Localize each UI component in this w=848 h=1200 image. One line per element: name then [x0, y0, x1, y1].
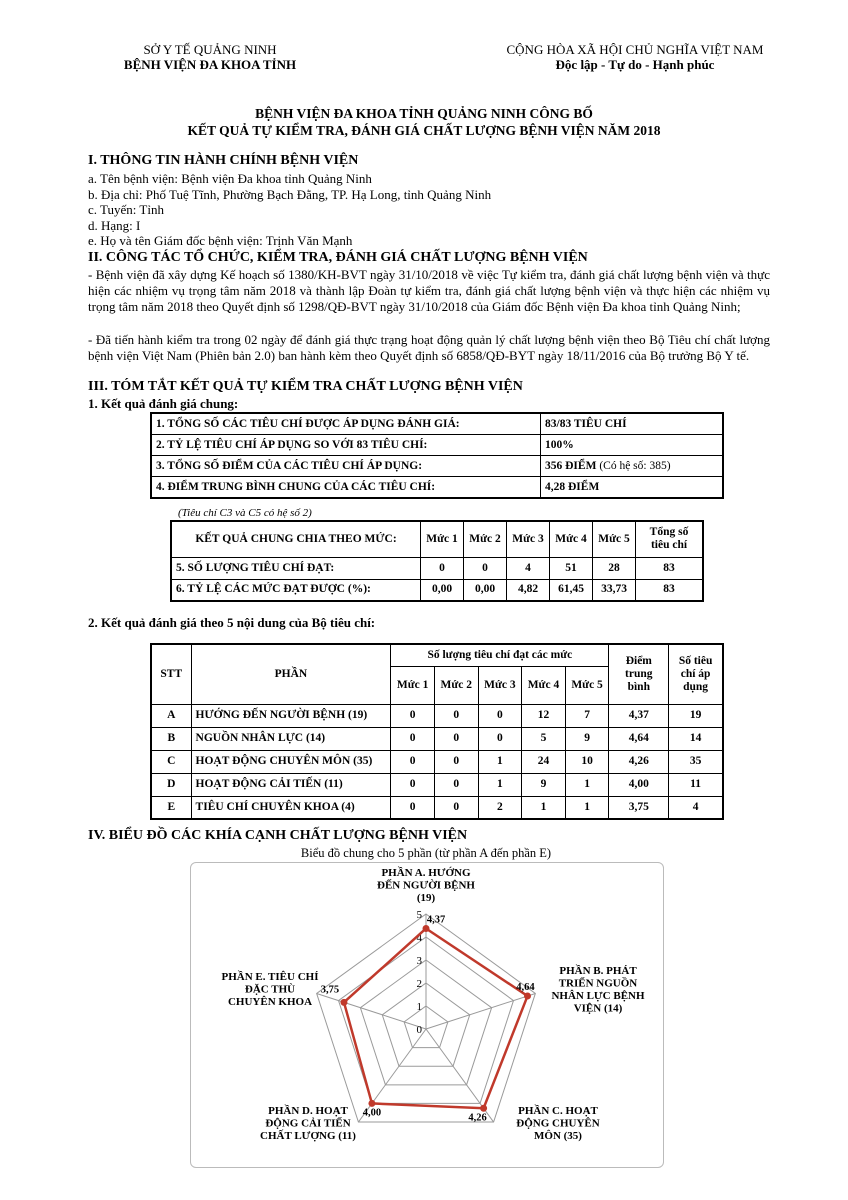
level-column-header: Mức 1 — [421, 521, 464, 557]
axis-label-line: MÔN (35) — [534, 1130, 582, 1142]
general-result-subheading: 1. Kết quả đánh giá chung: — [88, 396, 239, 411]
admin-info-item: a. Tên bệnh viện: Bệnh viện Đa khoa tỉnh Quảng Ninh — [88, 171, 372, 186]
cell: 61,45 — [550, 579, 593, 601]
levels-table — [170, 520, 704, 602]
axis-label-line: ĐỘNG CHUYÊN — [516, 1117, 600, 1130]
cell: 0 — [421, 557, 464, 579]
cell: D — [151, 773, 191, 796]
table-row — [151, 750, 723, 773]
tick-label: 1 — [416, 1001, 422, 1013]
summary-label: 1. TỔNG SỐ CÁC TIÊU CHÍ ĐƯỢC ÁP DỤNG ĐÁNH GIÁ: — [151, 413, 541, 435]
cell: 0 — [391, 750, 435, 773]
data-point — [340, 999, 347, 1006]
cell: 5 — [522, 727, 566, 750]
data-point — [423, 925, 430, 932]
cell: 4,26 — [609, 750, 669, 773]
cell: 0 — [391, 704, 435, 727]
cell: 51 — [550, 557, 593, 579]
cell: E — [151, 796, 191, 819]
cell: 19 — [669, 704, 723, 727]
tick-label: 4 — [416, 932, 422, 944]
data-label: 3,75 — [320, 984, 340, 996]
cell: 0 — [391, 796, 435, 819]
parts-table — [150, 643, 724, 820]
data-label: 4,37 — [426, 914, 446, 926]
summary-value: 356 ĐIỂM (Có hệ số: 385) — [541, 456, 724, 477]
table-row — [171, 557, 703, 579]
cell: 0,00 — [464, 579, 507, 601]
axis-label — [222, 970, 319, 1008]
national-header — [470, 42, 800, 72]
section-2-heading: II. CÔNG TÁC TỔ CHỨC, KIỂM TRA, ĐÁNH GIÁ CHẤT LƯỢNG BỆNH VIỆN — [88, 250, 588, 265]
table-row — [151, 435, 723, 456]
level-column-header: Mức 3 — [478, 666, 522, 704]
cell: 28 — [593, 557, 636, 579]
series-line — [344, 928, 528, 1108]
cell: 24 — [522, 750, 566, 773]
summary-value: 100% — [541, 435, 724, 456]
data-point — [524, 993, 531, 1000]
levels-header-label: KẾT QUẢ CHUNG CHIA THEO MỨC: — [171, 521, 421, 557]
section-2-paragraph-2: - Đã tiến hành kiểm tra trong 02 ngày để đánh giá thực trạng hoạt động quản lý chất lượng bệnh viện theo Bộ Tiêu chí chất lượng bệnh viện Việt Nam (Phiên bản 2.0) ban hành kèm theo Quyết định số 6858/QĐ-BYT ngày 18/11/2016 của Bộ trưởng Bộ Y tế. — [88, 332, 770, 363]
admin-info-item: c. Tuyến: Tỉnh — [88, 202, 164, 217]
title-line-1: BỆNH VIỆN ĐA KHOA TỈNH QUẢNG NINH CÔNG BỐ — [255, 106, 593, 121]
cell: A — [151, 704, 191, 727]
radar-chart — [190, 862, 662, 1166]
table-row — [151, 413, 723, 435]
cell: 4,82 — [507, 579, 550, 601]
section-3-heading: III. TÓM TẮT KẾT QUẢ TỰ KIỂM TRA CHẤT LƯỢNG BỆNH VIỆN — [88, 379, 523, 394]
table-row — [151, 773, 723, 796]
data-label: 4,64 — [516, 982, 535, 994]
axis-label — [551, 964, 645, 1015]
cell: 33,73 — [593, 579, 636, 601]
summary-label: 2. TỶ LỆ TIÊU CHÍ ÁP DỤNG SO VỚI 83 TIÊU CHÍ: — [151, 435, 541, 456]
cell: 0 — [434, 704, 478, 727]
data-label: 4,00 — [362, 1107, 382, 1119]
summary-value: 4,28 ĐIỂM — [541, 477, 724, 499]
axis-label-line: VIỆN (14) — [573, 1002, 623, 1015]
part-name: HOẠT ĐỘNG CHUYÊN MÔN (35) — [191, 750, 391, 773]
coefficient-note: (Tiêu chí C3 và C5 có hệ số 2) — [178, 507, 312, 519]
cell: 1 — [565, 796, 609, 819]
cell: B — [151, 727, 191, 750]
axis-label — [377, 866, 475, 904]
cell: 0 — [391, 773, 435, 796]
axis-label-line: (19) — [416, 892, 436, 904]
part-name: HOẠT ĐỘNG CẢI TIẾN (11) — [191, 773, 391, 796]
cell: 0 — [478, 704, 522, 727]
axis-label-line: ĐẾN NGƯỜI BỆNH — [377, 879, 475, 892]
cell: 0 — [478, 727, 522, 750]
section-4-heading: IV. BIỂU ĐỒ CÁC KHÍA CẠNH CHẤT LƯỢNG BỆNH VIỆN — [88, 828, 468, 843]
title-line-2: KẾT QUẢ TỰ KIỂM TRA, ĐÁNH GIÁ CHẤT LƯỢNG BỆNH VIỆN NĂM 2018 — [187, 123, 661, 138]
level-column-header: Mức 3 — [507, 521, 550, 557]
level-column-header: Mức 1 — [391, 666, 435, 704]
cell: 4,64 — [609, 727, 669, 750]
admin-info-item: b. Địa chỉ: Phố Tuệ Tĩnh, Phường Bạch Đằng, TP. Hạ Long, tỉnh Quảng Ninh — [88, 186, 492, 202]
table-row — [151, 704, 723, 727]
average-header: Điểm trung bình — [609, 644, 669, 704]
table-header-row — [171, 521, 703, 557]
count-header: Số tiêu chí áp dụng — [669, 644, 723, 704]
axis-label-line: ĐỘNG CẢI TIẾN — [265, 1117, 351, 1130]
axis-label-line: TRIỂN NGUỒN — [558, 977, 638, 990]
table-row — [151, 796, 723, 819]
table-row — [171, 579, 703, 601]
cell: 10 — [565, 750, 609, 773]
axis-label-line: PHẦN C. HOẠT — [518, 1105, 598, 1117]
data-point — [480, 1105, 487, 1112]
table-row — [151, 477, 723, 499]
cell: 4,37 — [609, 704, 669, 727]
cell: 0 — [434, 750, 478, 773]
admin-info-item: e. Họ và tên Giám đốc bệnh viện: Trịnh Văn Mạnh — [88, 233, 353, 248]
summary-label: 3. TỔNG SỐ ĐIỂM CỦA CÁC TIÊU CHÍ ÁP DỤNG: — [151, 456, 541, 477]
summary-label: 4. ĐIỂM TRUNG BÌNH CHUNG CỦA CÁC TIÊU CHÍ: — [151, 477, 541, 499]
data-point — [368, 1100, 375, 1107]
tick-label: 0 — [416, 1024, 422, 1036]
tick-label: 5 — [416, 909, 422, 921]
cell: 2 — [478, 796, 522, 819]
parts-result-subheading: 2. Kết quả đánh giá theo 5 nội dung của Bộ tiêu chí: — [88, 615, 376, 630]
level-column-header: Mức 2 — [434, 666, 478, 704]
stt-header: STT — [151, 644, 191, 704]
summary-table — [150, 412, 724, 499]
axis-label — [260, 1104, 356, 1142]
cell: 11 — [669, 773, 723, 796]
cell: 83 — [636, 579, 704, 601]
cell: 12 — [522, 704, 566, 727]
cell: 0 — [434, 773, 478, 796]
cell: 7 — [565, 704, 609, 727]
summary-value: 83/83 TIÊU CHÍ — [541, 413, 724, 435]
cell: 83 — [636, 557, 704, 579]
cell: 0 — [391, 727, 435, 750]
table-row — [151, 727, 723, 750]
chart-title: Biểu đồ chung cho 5 phần (từ phần A đến phần E) — [300, 846, 552, 860]
cell: 14 — [669, 727, 723, 750]
data-label: 4,26 — [468, 1112, 487, 1124]
section-1-heading: I. THÔNG TIN HÀNH CHÍNH BỆNH VIỆN — [88, 153, 359, 168]
cell: 0,00 — [421, 579, 464, 601]
table-row — [151, 456, 723, 477]
level-column-header: Mức 4 — [550, 521, 593, 557]
cell: 0 — [464, 557, 507, 579]
level-column-header: Mức 2 — [464, 521, 507, 557]
axis-label-line: CHẤT LƯỢNG (11) — [260, 1130, 356, 1142]
hospital-name: BỆNH VIỆN ĐA KHOA TỈNH — [123, 57, 297, 72]
part-header: PHẦN — [191, 644, 391, 704]
level-column-header: Mức 5 — [593, 521, 636, 557]
part-name: TIÊU CHÍ CHUYÊN KHOA (4) — [191, 796, 391, 819]
axis-spoke — [317, 993, 426, 1029]
document-title — [0, 105, 848, 139]
axis-spoke — [426, 993, 535, 1029]
cell: C — [151, 750, 191, 773]
cell: 4,00 — [609, 773, 669, 796]
axis-label — [516, 1104, 599, 1142]
admin-info-list — [88, 171, 768, 249]
axis-label-line: ĐẶC THÙ — [244, 983, 296, 996]
national-motto: Độc lập - Tự do - Hạnh phúc — [555, 57, 715, 72]
org-header — [95, 42, 325, 72]
cell: 4 — [507, 557, 550, 579]
cell: 1 — [565, 773, 609, 796]
axis-label-line: NHÂN LỰC BỆNH — [551, 990, 645, 1002]
cell: 0 — [434, 796, 478, 819]
cell: 9 — [565, 727, 609, 750]
table-header-row — [151, 644, 723, 666]
cell: 1 — [522, 796, 566, 819]
axis-label-line: CHUYÊN KHOA — [227, 996, 313, 1008]
cell: 3,75 — [609, 796, 669, 819]
axis-label-line: PHẦN A. HƯỚNG — [381, 867, 471, 879]
cell: 4 — [669, 796, 723, 819]
axis-label-line: PHẦN E. TIÊU CHÍ — [221, 971, 319, 983]
total-column-header: Tổng số tiêu chí — [636, 521, 704, 557]
row-label: 6. TỶ LỆ CÁC MỨC ĐẠT ĐƯỢC (%): — [171, 579, 421, 601]
axis-label-line: PHẦN B. PHÁT — [559, 965, 637, 977]
part-name: HƯỚNG ĐẾN NGƯỜI BỆNH (19) — [191, 704, 391, 727]
levels-group-header: Số lượng tiêu chí đạt các mức — [391, 644, 609, 666]
cell: 1 — [478, 750, 522, 773]
cell: 1 — [478, 773, 522, 796]
level-column-header: Mức 5 — [565, 666, 609, 704]
tick-label: 3 — [416, 955, 422, 967]
row-label: 5. SỐ LƯỢNG TIÊU CHÍ ĐẠT: — [171, 557, 421, 579]
cell: 35 — [669, 750, 723, 773]
country-name: CỘNG HÒA XÃ HỘI CHỦ NGHĨA VIỆT NAM — [506, 42, 764, 57]
cell: 0 — [434, 727, 478, 750]
cell: 9 — [522, 773, 566, 796]
level-column-header: Mức 4 — [522, 666, 566, 704]
part-name: NGUỒN NHÂN LỰC (14) — [191, 727, 391, 750]
axis-label-line: PHẦN D. HOẠT — [268, 1105, 348, 1117]
admin-info-item: d. Hạng: I — [88, 217, 141, 233]
section-2-paragraph-1: - Bệnh viện đã xây dựng Kế hoạch số 1380/KH-BVT ngày 31/10/2018 về việc Tự kiểm tra, đánh giá chất lượng bệnh viện và thực hiện các nhiệm vụ trọng tâm năm 2018 và thành lập Đoàn tự kiểm tra, đánh giá chất lượng bệnh viện và thực hiện các nhiệm vụ trọng tâm năm 2018 theo Quyết định số 1298/QĐ-BVT ngày 31/10/2018 của Giám đốc Bệnh viện Đa khoa tỉnh Quảng Ninh; — [88, 267, 770, 314]
department-name: SỞ Y TẾ QUẢNG NINH — [143, 42, 277, 57]
tick-label: 2 — [416, 978, 422, 990]
